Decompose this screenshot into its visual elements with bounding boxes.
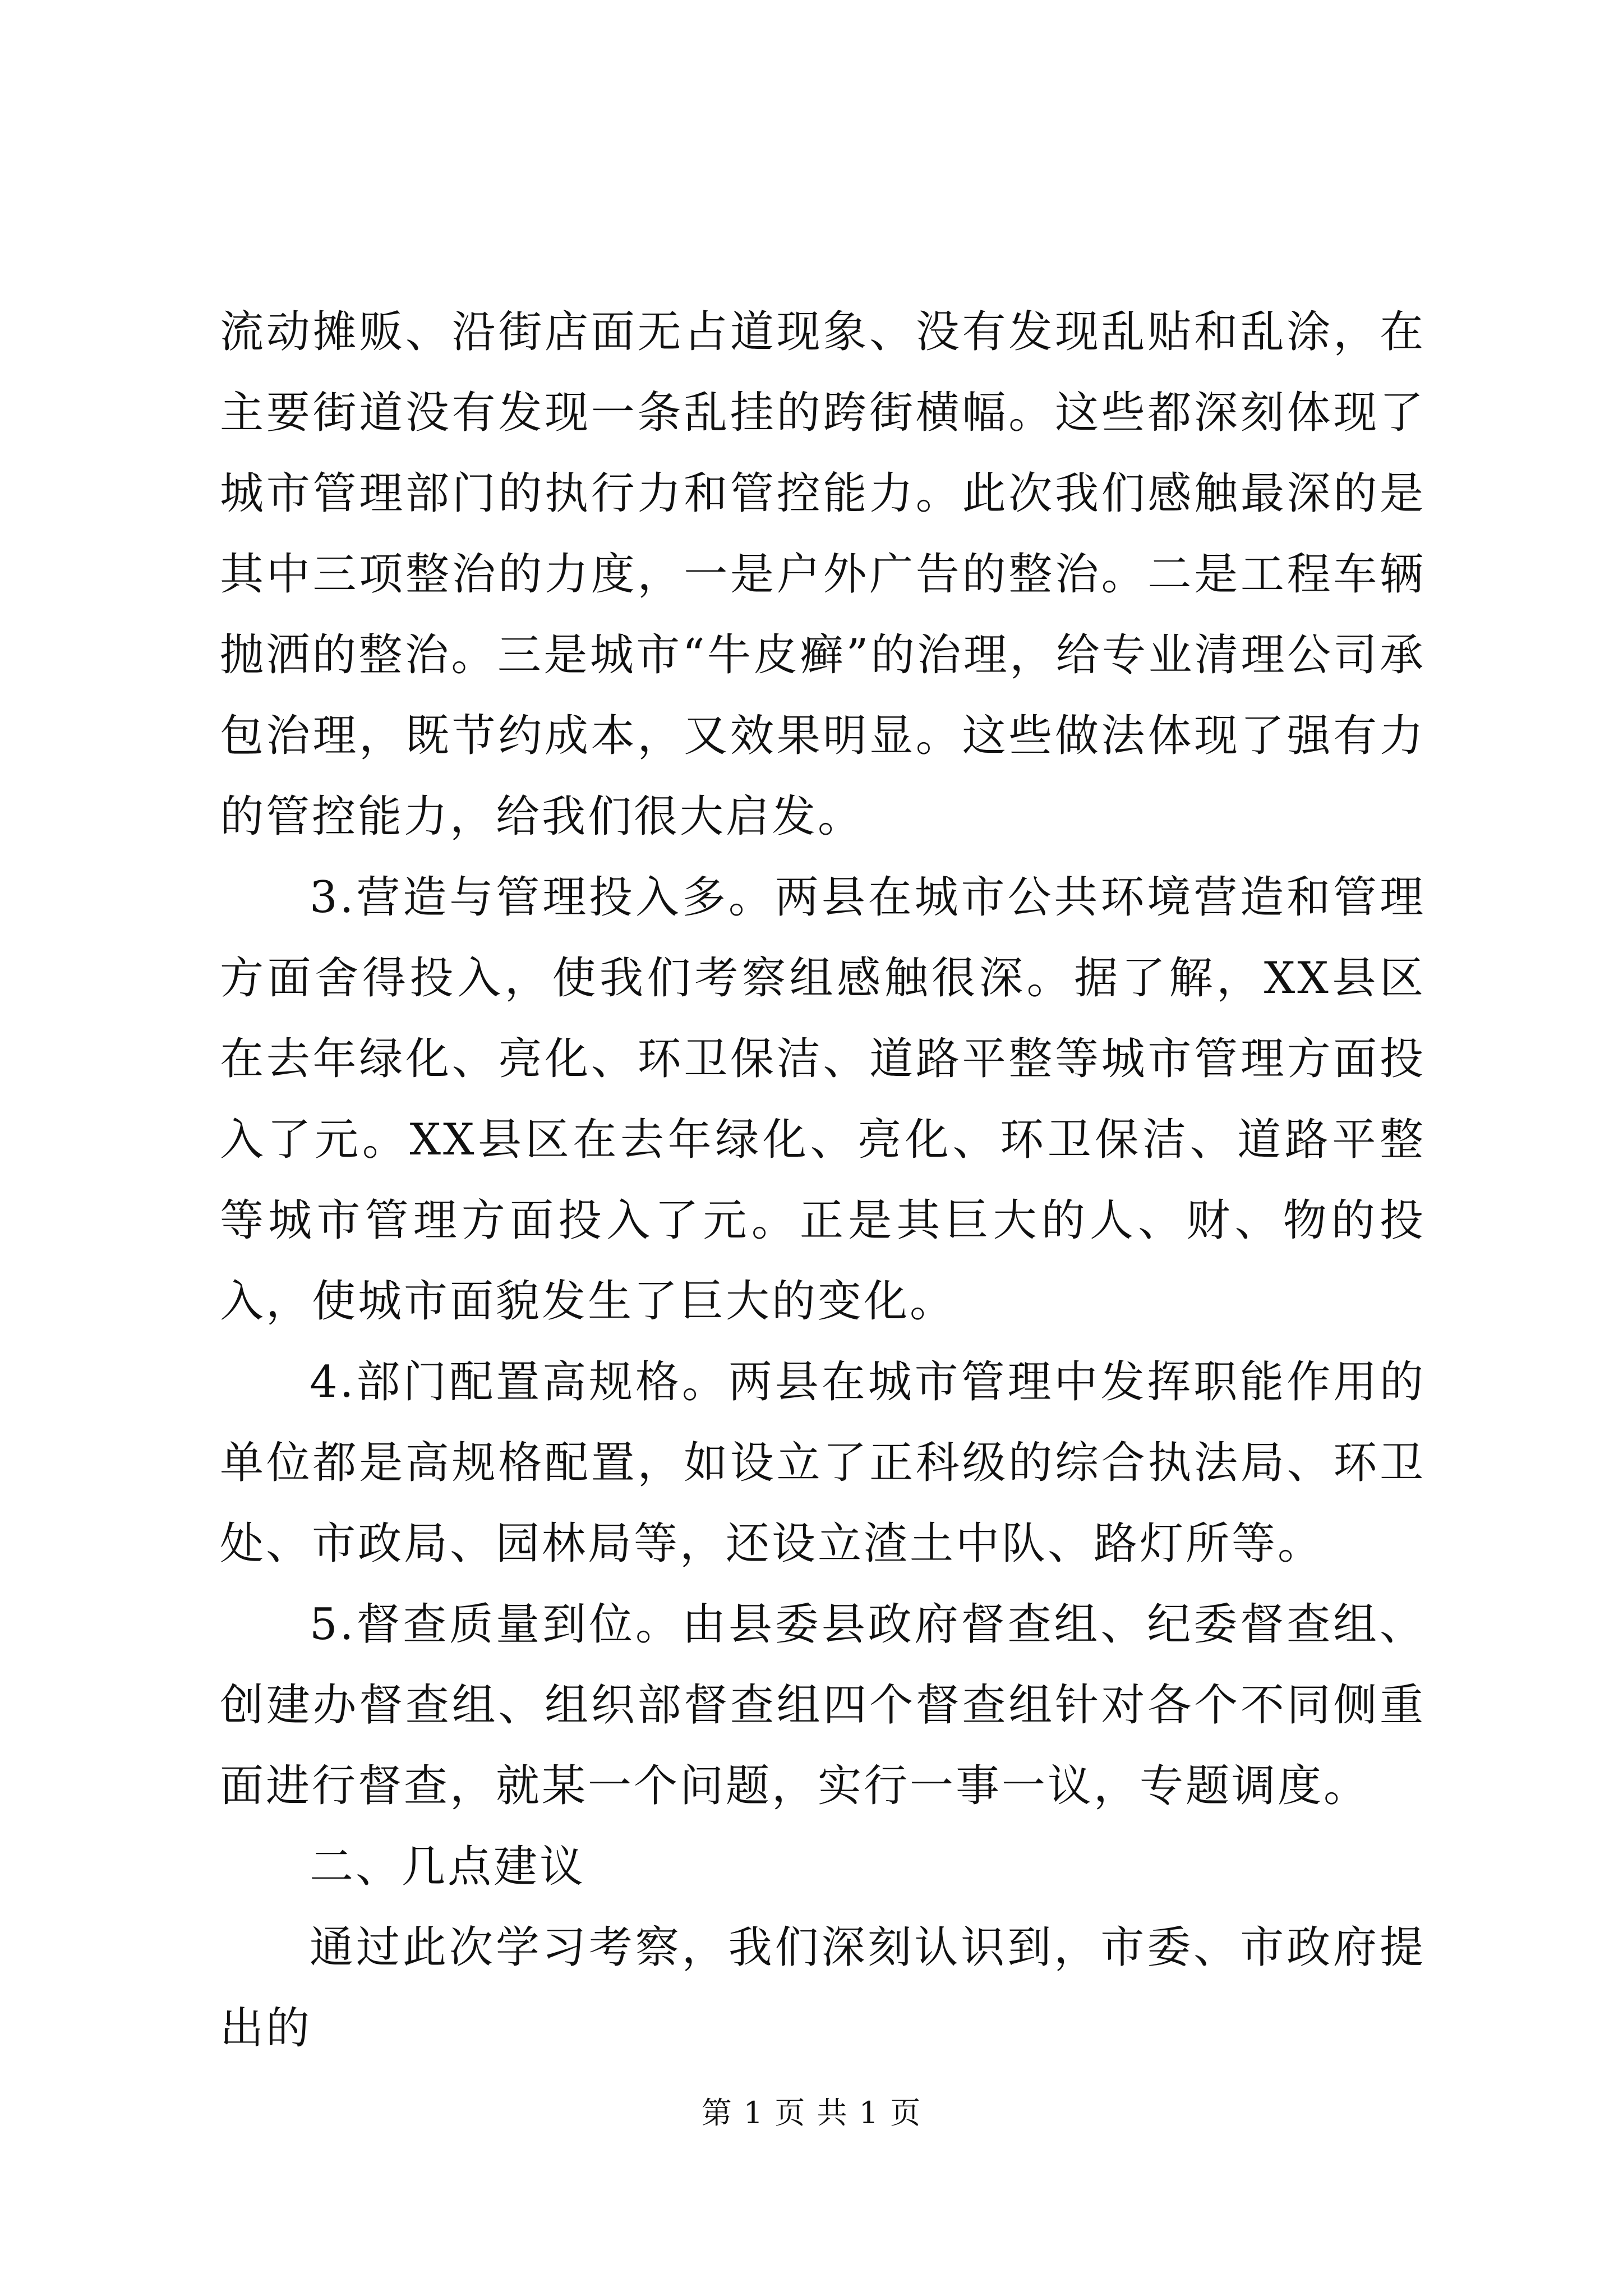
paragraph-2: 3.营造与管理投入多。两县在城市公共环境营造和管理方面舍得投入，使我们考察组感触很深。据了解，XX县区在去年绿化、亮化、环卫保洁、道路平整等城市管理方面投入了元。XX县区在去年绿化、亮化、环卫保洁、道路平整等城市管理方面投入了元。正是其巨大的人、财、物的投入，使城市面貌发生了巨大的变化。 xyxy=(220,872,1426,1327)
paragraph-1: 流动摊贩、沿街店面无占道现象、没有发现乱贴和乱涂，在主要街道没有发现一条乱挂的跨街横幅。这些都深刻体现了城市管理部门的执行力和管控能力。此次我们感触最深的是其中三项整治的力度，一是户外广告的整治。二是工程车辆抛洒的整治。三是城市“牛皮癣”的治理，给专业清理公司承包治理，既节约成本，又效果明显。这些做法体现了强有力的管控能力，给我们很大启发。 xyxy=(220,307,1426,842)
paragraph-5: 通过此次学习考察，我们深刻认识到，市委、市政府提出的 xyxy=(220,1922,1426,2054)
paragraph-4: 5.督查质量到位。由县委县政府督查组、纪委督查组、创建办督查组、组织部督查组四个督查组针对各个不同侧重面进行督查，就某一个问题，实行一事一议，专题调度。 xyxy=(220,1599,1426,1811)
section-heading: 二、几点建议 xyxy=(310,1842,586,1892)
paragraph-3: 4.部门配置高规格。两县在城市管理中发挥职能作用的单位都是高规格配置，如设立了正科级的综合执法局、环卫处、市政局、园林局等，还设立渣土中队、路灯所等。 xyxy=(220,1357,1426,1569)
document-body xyxy=(220,292,1426,2069)
page-footer: 第 1 页 共 1 页 xyxy=(701,2095,922,2131)
